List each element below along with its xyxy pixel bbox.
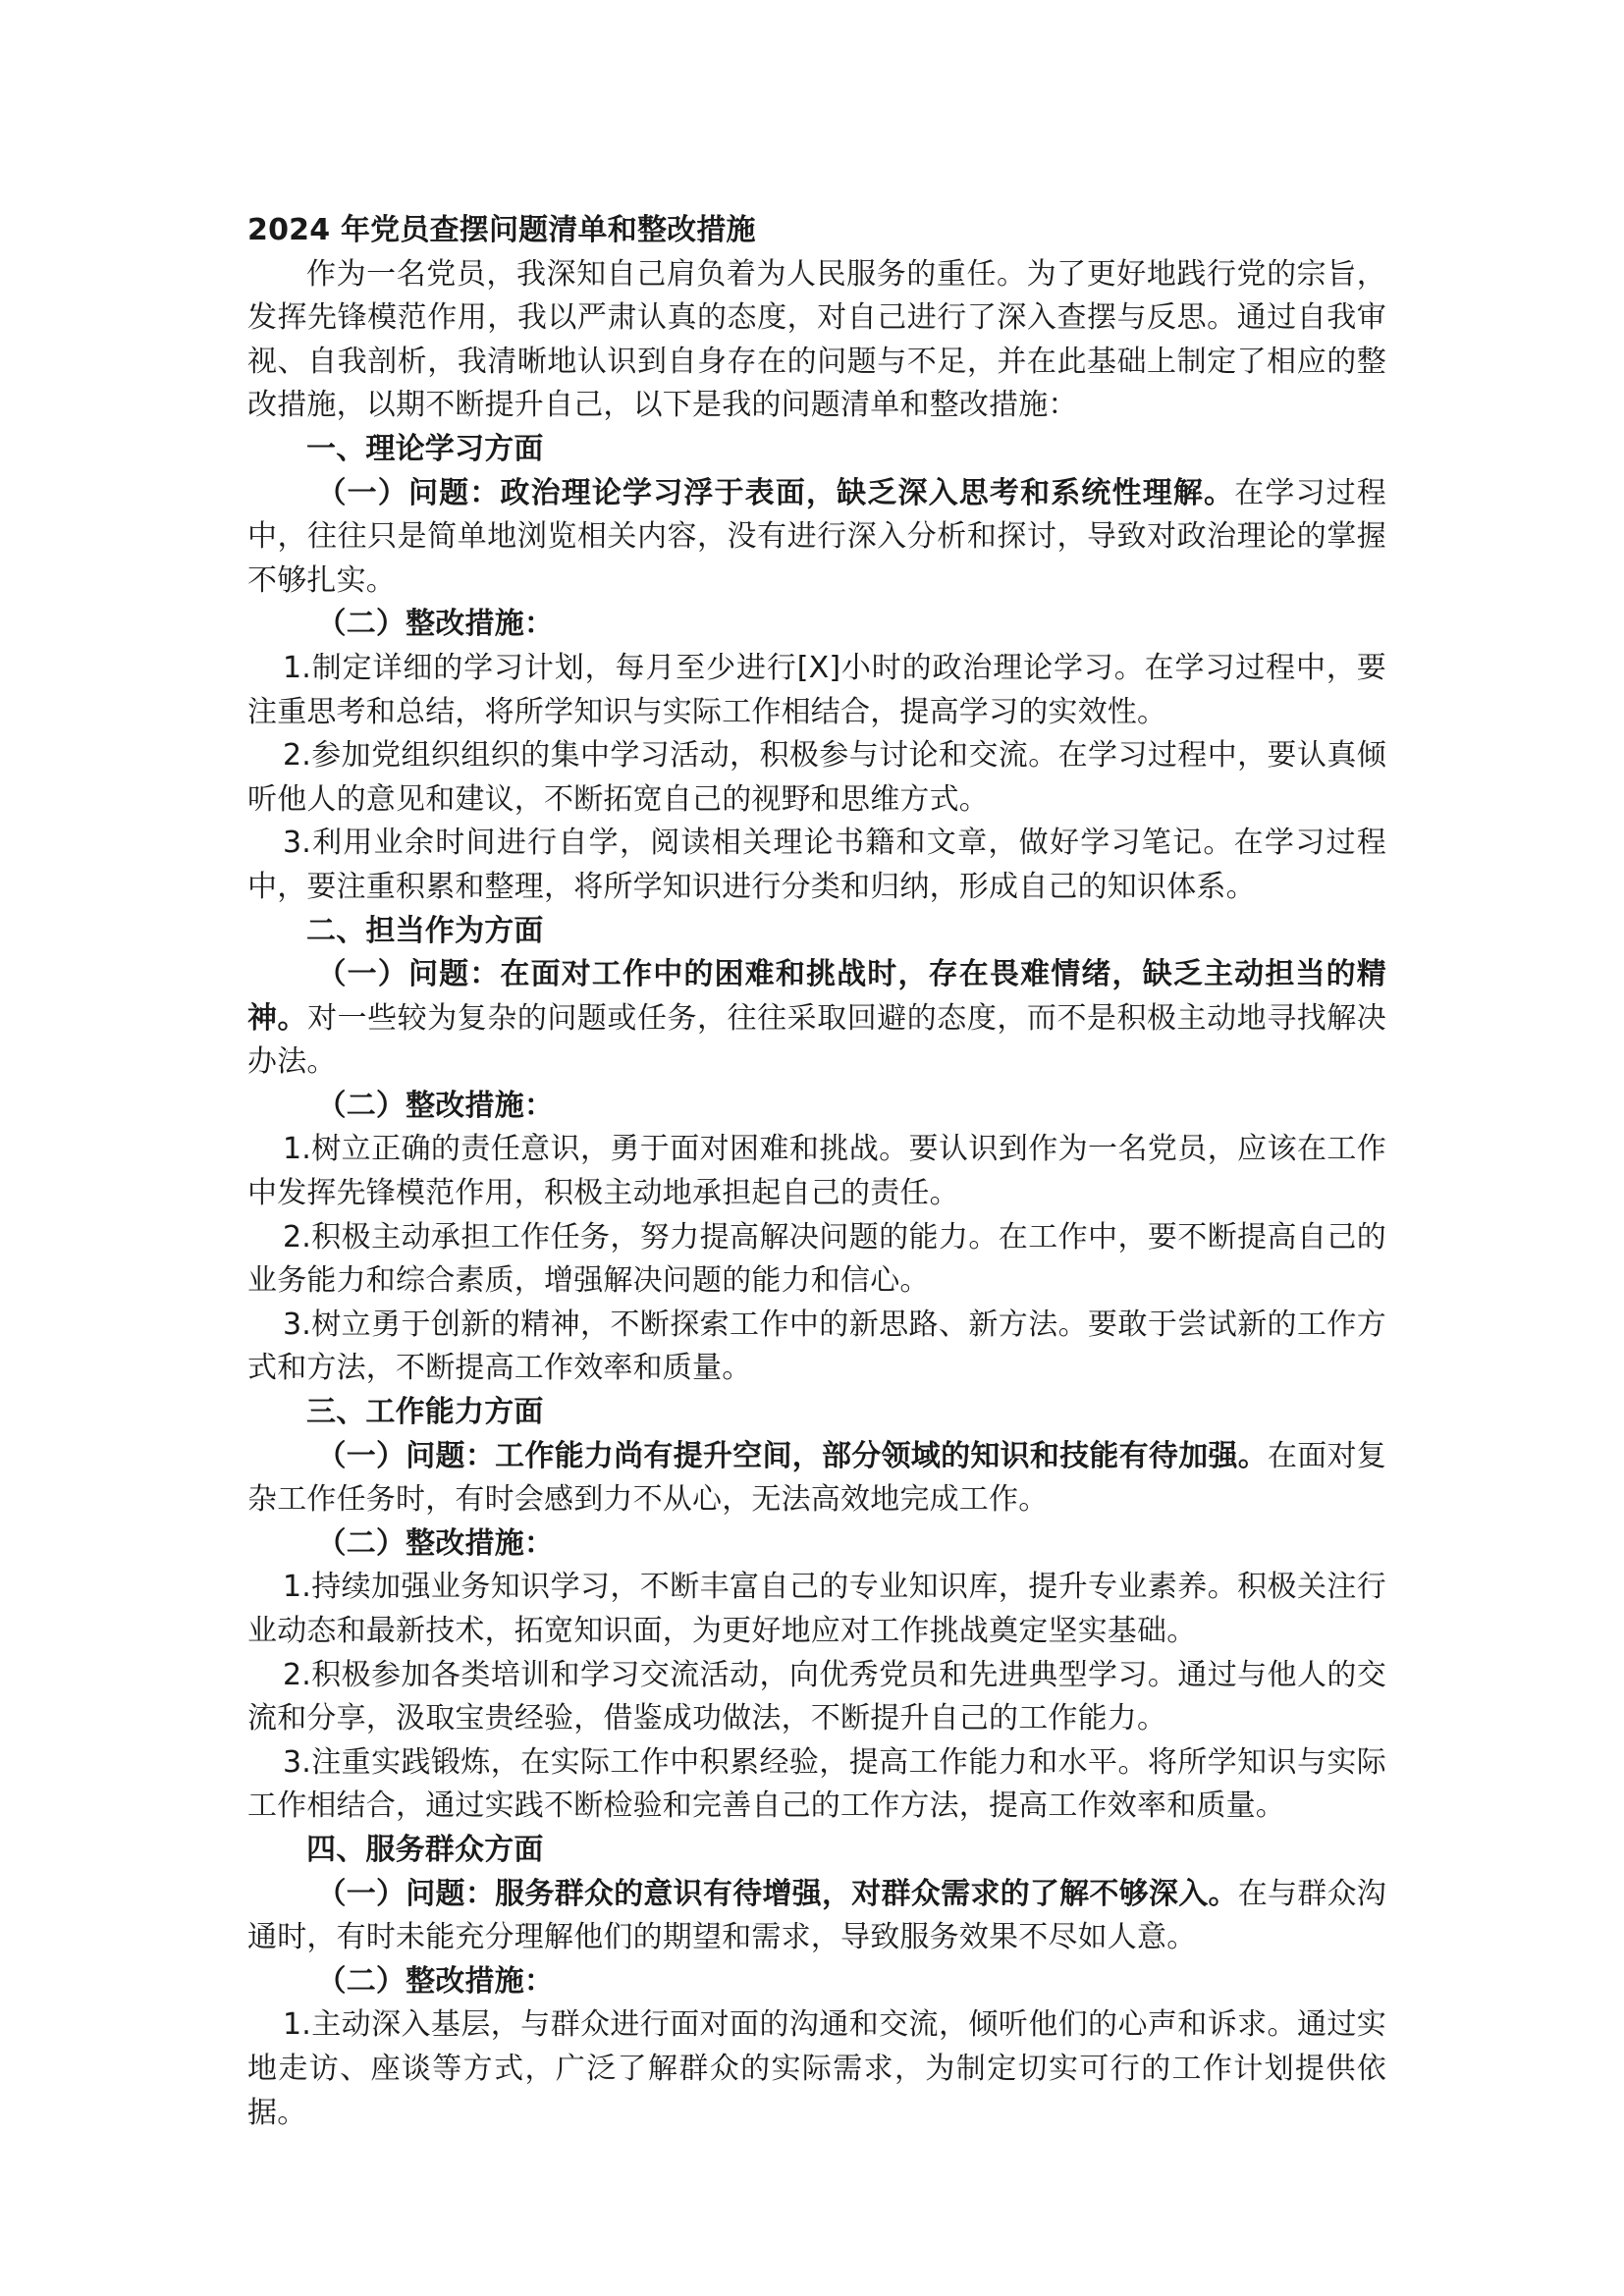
problem-description: 在与群众沟通时，有时未能充分理解他们的期望和需求，导致服务效果不尽如人意。 bbox=[247, 1876, 1386, 1955]
intro-paragraph: 作为一名党员，我深知自己肩负着为人民服务的重任。为了更好地践行党的宗旨，发挥先锋模范作用，我以严肃认真的态度，对自己进行了深入查摆与反思。通过自我审视、自我剖析，我清晰地认识到自身存在的问题与不足，并在此基础上制定了相应的整改措施，以期不断提升自己，以下是我的问题清单和整改措施： bbox=[247, 256, 1386, 423]
measure-item: 1.制定详细的学习计划，每月至少进行[X]小时的政治理论学习。在学习过程中，要注重思考和总结，将所学知识与实际工作相结合，提高学习的实效性。 bbox=[247, 650, 1386, 729]
measure-item: 1.主动深入基层，与群众进行面对面的沟通和交流，倾听他们的心声和诉求。通过实地走访、座谈等方式，广泛了解群众的实际需求，为制定切实可行的工作计划提供依据。 bbox=[247, 2007, 1386, 2130]
measure-item: 1.持续加强业务知识学习，不断丰富自己的专业知识库，提升专业素养。积极关注行业动态和最新技术，拓宽知识面，为更好地应对工作挑战奠定坚实基础。 bbox=[247, 1570, 1386, 1648]
measure-item: 2.积极主动承担工作任务，努力提高解决问题的能力。在工作中，要不断提高自己的业务能力和综合素质，增强解决问题的能力和信心。 bbox=[247, 1219, 1386, 1299]
problem-paragraph bbox=[247, 1435, 1386, 1522]
document-title: 2024 年党员查摆问题清单和整改措施 bbox=[247, 213, 756, 247]
problem-description: 对一些较为复杂的问题或任务，往往采取回避的态度，而不是积极主动地寻找解决办法。 bbox=[247, 1000, 1386, 1080]
problem-paragraph bbox=[247, 472, 1386, 604]
measures-heading: （二）整改措施： bbox=[316, 1088, 555, 1123]
measures-heading: （二）整改措施： bbox=[316, 1963, 555, 1999]
problem-title: （一）问题：服务群众的意识有待增强，对群众需求的了解不够深入。 bbox=[316, 1876, 1238, 1911]
problem-paragraph bbox=[247, 1873, 1386, 1960]
measures-heading: （二）整改措施： bbox=[316, 1525, 555, 1561]
measure-item: 2.积极参加各类培训和学习交流活动，向优秀党员和先进典型学习。通过与他人的交流和分享，汲取宝贵经验，借鉴成功做法，不断提升自己的工作能力。 bbox=[247, 1657, 1386, 1736]
section-heading: 一、理论学习方面 bbox=[306, 431, 544, 466]
measure-item: 1.树立正确的责任意识，勇于面对困难和挑战。要认识到作为一名党员，应该在工作中发挥先锋模范作用，积极主动地承担起自己的责任。 bbox=[247, 1132, 1386, 1211]
measures-heading: （二）整改措施： bbox=[316, 607, 555, 642]
section-heading: 四、服务群众方面 bbox=[306, 1832, 544, 1867]
section-heading: 三、工作能力方面 bbox=[306, 1395, 544, 1430]
problem-title: （一）问题：工作能力尚有提升空间，部分领域的知识和技能有待加强。 bbox=[316, 1438, 1268, 1473]
problem-paragraph bbox=[247, 953, 1386, 1085]
problem-title: （一）问题：在面对工作中的困难和挑战时，存在畏难情绪，缺乏主动担当的精神。 bbox=[247, 957, 1386, 1036]
section-heading: 二、担当作为方面 bbox=[306, 913, 544, 948]
problem-description: 在学习过程中，往往只是简单地浏览相关内容，没有进行深入分析和探讨，导致对政治理论的掌握不够扎实。 bbox=[247, 475, 1387, 598]
problem-title: （一）问题：政治理论学习浮于表面，缺乏深入思考和系统性理解。 bbox=[316, 475, 1235, 510]
document-page bbox=[247, 209, 1386, 2135]
measure-item: 2.参加党组织组织的集中学习活动，积极参与讨论和交流。在学习过程中，要认真倾听他人的意见和建议，不断拓宽自己的视野和思维方式。 bbox=[247, 738, 1386, 817]
problem-description: 在面对复杂工作任务时，有时会感到力不从心，无法高效地完成工作。 bbox=[247, 1438, 1386, 1518]
measure-item: 3.树立勇于创新的精神，不断探索工作中的新思路、新方法。要敢于尝试新的工作方式和方法，不断提高工作效率和质量。 bbox=[247, 1307, 1386, 1386]
measure-item: 3.注重实践锻炼，在实际工作中积累经验，提高工作能力和水平。将所学知识与实际工作相结合，通过实践不断检验和完善自己的工作方法，提高工作效率和质量。 bbox=[247, 1744, 1386, 1824]
measure-item: 3.利用业余时间进行自学，阅读相关理论书籍和文章，做好学习笔记。在学习过程中，要注重积累和整理，将所学知识进行分类和归纳，形成自己的知识体系。 bbox=[247, 826, 1386, 904]
